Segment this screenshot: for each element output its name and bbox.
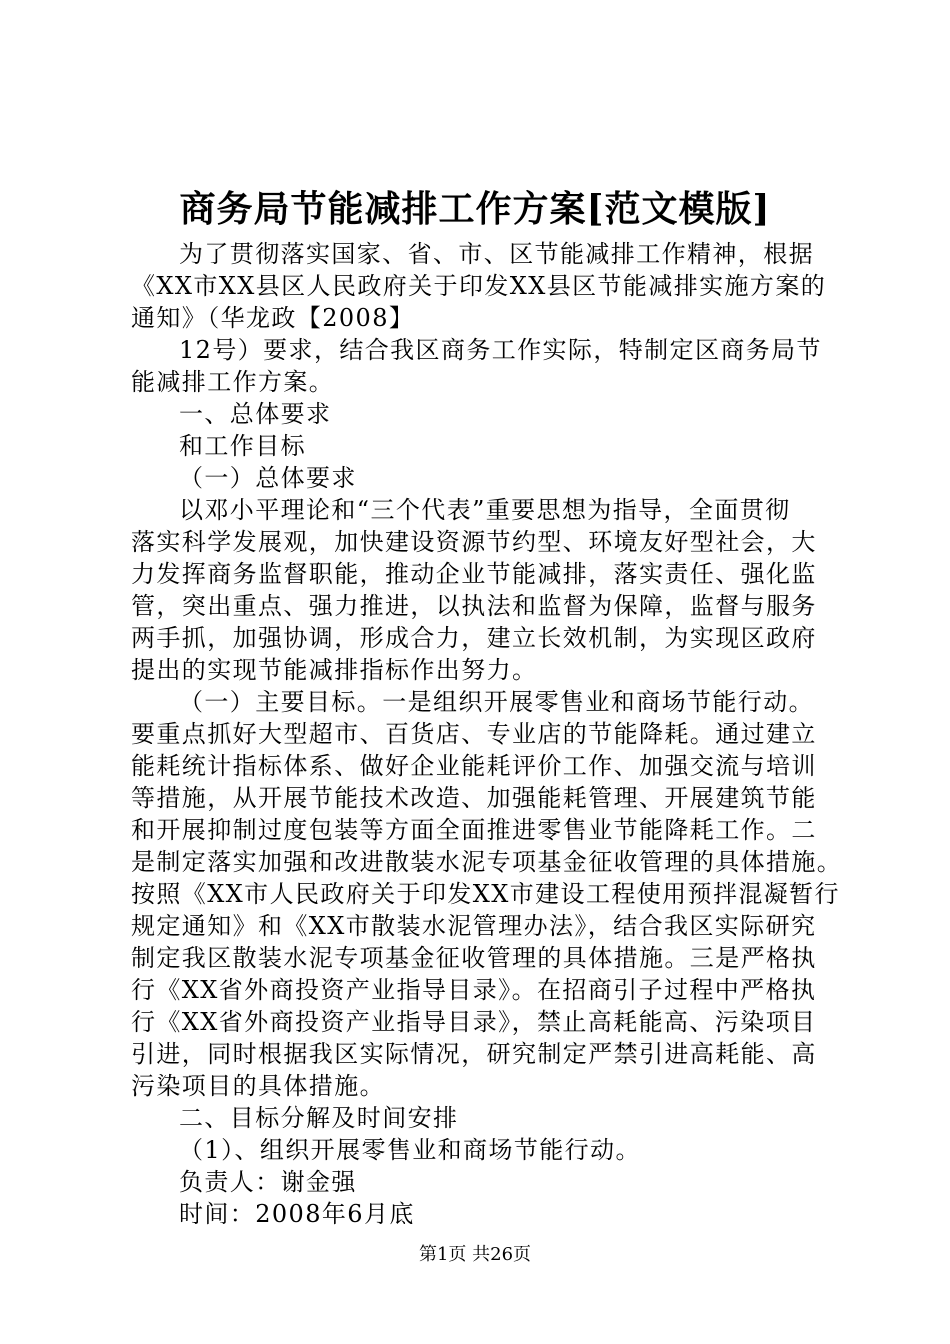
- document-title: 商务局节能减排工作方案[范文模版]: [179, 188, 771, 230]
- paragraph-line: 两手抓，加强协调，形成合力，建立长效机制，为实现区政府: [131, 624, 817, 652]
- document-body: [131, 238, 843, 1230]
- paragraph-line: 是制定落实加强和改进散装水泥专项基金征收管理的具体措施。: [131, 848, 843, 876]
- paragraph-line: 按照《XX市人民政府关于印发XX市建设工程使用预拌混凝暂行: [131, 880, 840, 908]
- paragraph-line: 通知》（华龙政【2008】: [131, 304, 415, 332]
- paragraph-line: （一）主要目标。一是组织开展零售业和商场节能行动。: [179, 688, 814, 716]
- paragraph-line: 能耗统计指标体系、做好企业能耗评价工作、加强交流与培训: [131, 752, 817, 780]
- paragraph-line: 落实科学发展观，加快建设资源节约型、环境友好型社会，大: [131, 528, 817, 556]
- paragraph-line: 污染项目的具体措施。: [131, 1072, 385, 1100]
- subsection-heading: （一）总体要求: [179, 464, 357, 492]
- page-number-footer: 第1页 共26页: [418, 1244, 532, 1265]
- paragraph-line: 规定通知》和《XX市散装水泥管理办法》，结合我区实际研究: [131, 912, 817, 940]
- paragraph-line: 负责人：谢金强: [179, 1168, 357, 1196]
- paragraph-line: 行《XX省外商投资产业指导目录》，禁止高耗能高、污染项目: [131, 1008, 817, 1036]
- paragraph-line: 管，突出重点、强力推进，以执法和监督为保障，监督与服务: [131, 592, 817, 620]
- paragraph-line: 《XX市XX县区人民政府关于印发XX县区节能减排实施方案的: [131, 272, 827, 300]
- paragraph-line: （1）、组织开展零售业和商场节能行动。: [179, 1136, 641, 1164]
- paragraph-line: 提出的实现节能减排指标作出努力。: [131, 656, 538, 684]
- paragraph-line: 引进，同时根据我区实际情况，研究制定严禁引进高耗能、高: [131, 1040, 817, 1068]
- paragraph-line: 行《XX省外商投资产业指导目录》。在招商引子过程中严格执: [131, 976, 817, 1004]
- paragraph-line: 制定我区散装水泥专项基金征收管理的具体措施。三是严格执: [131, 944, 817, 972]
- paragraph-line: 力发挥商务监督职能，推动企业节能减排，落实责任、强化监: [131, 560, 817, 588]
- section-heading: 一、总体要求: [179, 400, 332, 428]
- paragraph-line: 为了贯彻落实国家、省、市、区节能减排工作精神，根据: [179, 240, 814, 268]
- paragraph-line: 12号）要求，结合我区商务工作实际，特制定区商务局节: [179, 336, 822, 364]
- section-heading: 二、目标分解及时间安排: [179, 1104, 459, 1132]
- paragraph-line: 要重点抓好大型超市、百货店、专业店的节能降耗。通过建立: [131, 720, 817, 748]
- paragraph-line: 以邓小平理论和“三个代表”重要思想为指导，全面贯彻: [179, 496, 791, 524]
- paragraph-line: 能减排工作方案。: [131, 368, 335, 396]
- paragraph-line: 和开展抑制过度包装等方面全面推进零售业节能降耗工作。二: [131, 816, 817, 844]
- section-heading: 和工作目标: [179, 432, 306, 460]
- paragraph-line: 时间：2008年6月底: [179, 1200, 415, 1228]
- paragraph-line: 等措施，从开展节能技术改造、加强能耗管理、开展建筑节能: [131, 784, 817, 812]
